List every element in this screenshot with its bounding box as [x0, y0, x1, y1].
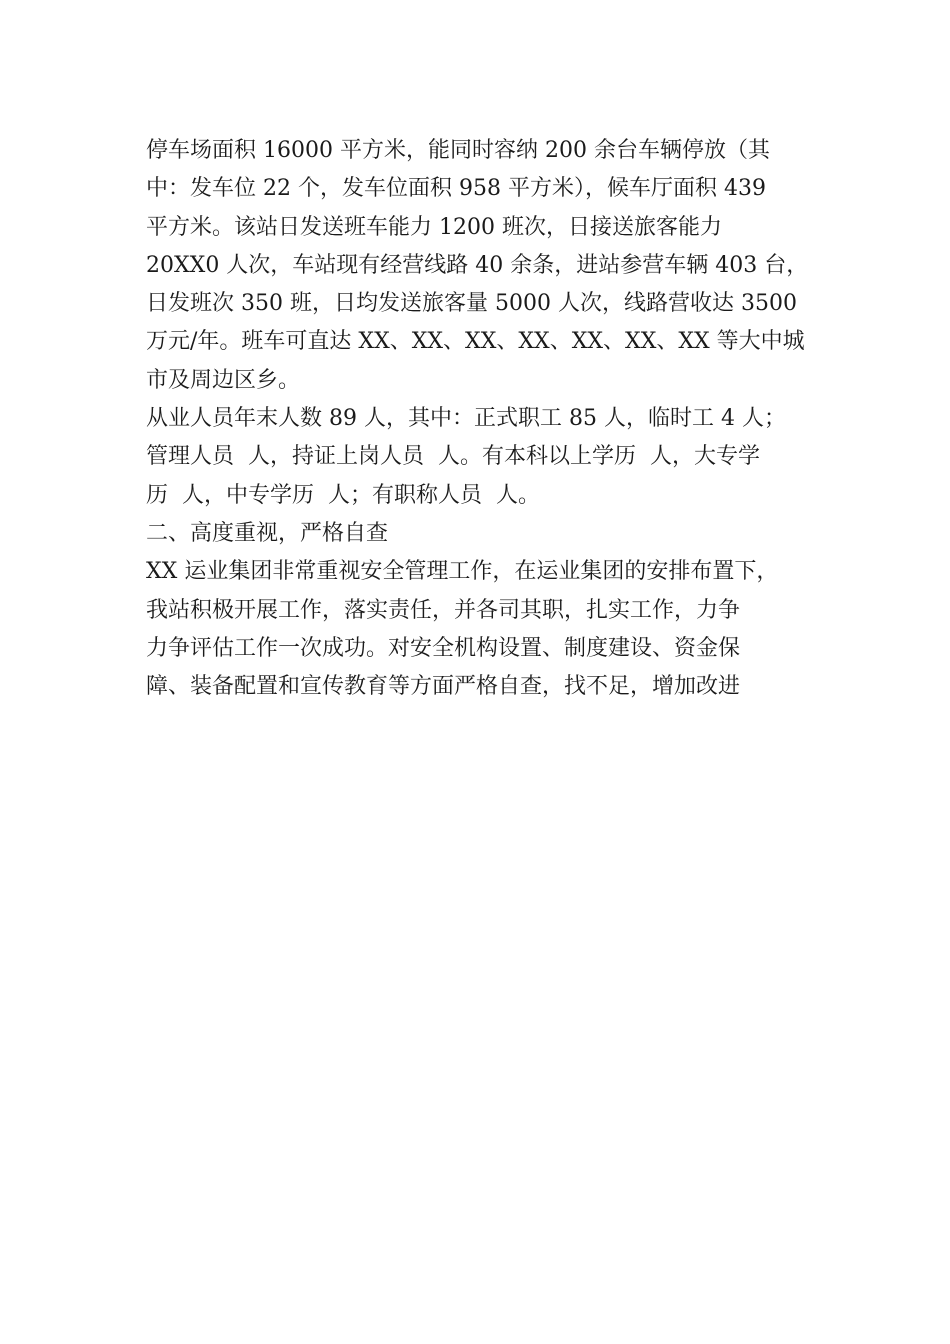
paragraph-staff — [146, 400, 814, 515]
text-line: 力争评估工作一次成功。对安全机构设置、制度建设、资金保 — [146, 635, 741, 661]
text-line: 日发班次 350 班，日均发送旅客量 5000 人次，线路营收达 3500 — [146, 291, 797, 317]
text-line: 从业人员年末人数 89 人，其中：正式职工 85 人，临时工 4 人； — [146, 406, 786, 432]
document-body — [146, 132, 814, 706]
text-line: 20XX0 人次，车站现有经营线路 40 余条，进站参营车辆 403 台， — [146, 252, 809, 278]
text-line: 障、装备配置和宣传教育等方面严格自查，找不足，增加改进 — [146, 674, 741, 700]
text-line: 平方米。该站日发送班车能力 1200 班次，日接送旅客能力 — [146, 214, 722, 240]
text-line: 万元/年。班车可直达 XX、XX、XX、XX、XX、XX、XX 等大中城 — [146, 329, 805, 355]
text-line: 历 人，中专学历 人；有职称人员 人。 — [146, 482, 540, 508]
section-heading — [146, 515, 814, 553]
paragraph-self-inspection — [146, 553, 814, 706]
heading-line: 二、高度重视，严格自查 — [146, 520, 389, 546]
text-line: 我站积极开展工作，落实责任，并各司其职，扎实工作，力争 — [146, 597, 741, 623]
text-line: 市及周边区乡。 — [146, 367, 301, 393]
paragraph-station-facilities — [146, 132, 814, 400]
text-line: 停车场面积 16000 平方米，能同时容纳 200 余台车辆停放（其 — [146, 138, 770, 163]
text-line: XX 运业集团非常重视安全管理工作，在运业集团的安排布置下， — [146, 559, 779, 585]
text-line: 管理人员 人，持证上岗人员 人。有本科以上学历 人，大专学 — [146, 444, 760, 470]
text-line: 中：发车位 22 个，发车位面积 958 平方米），候车厅面积 439 — [146, 176, 766, 202]
